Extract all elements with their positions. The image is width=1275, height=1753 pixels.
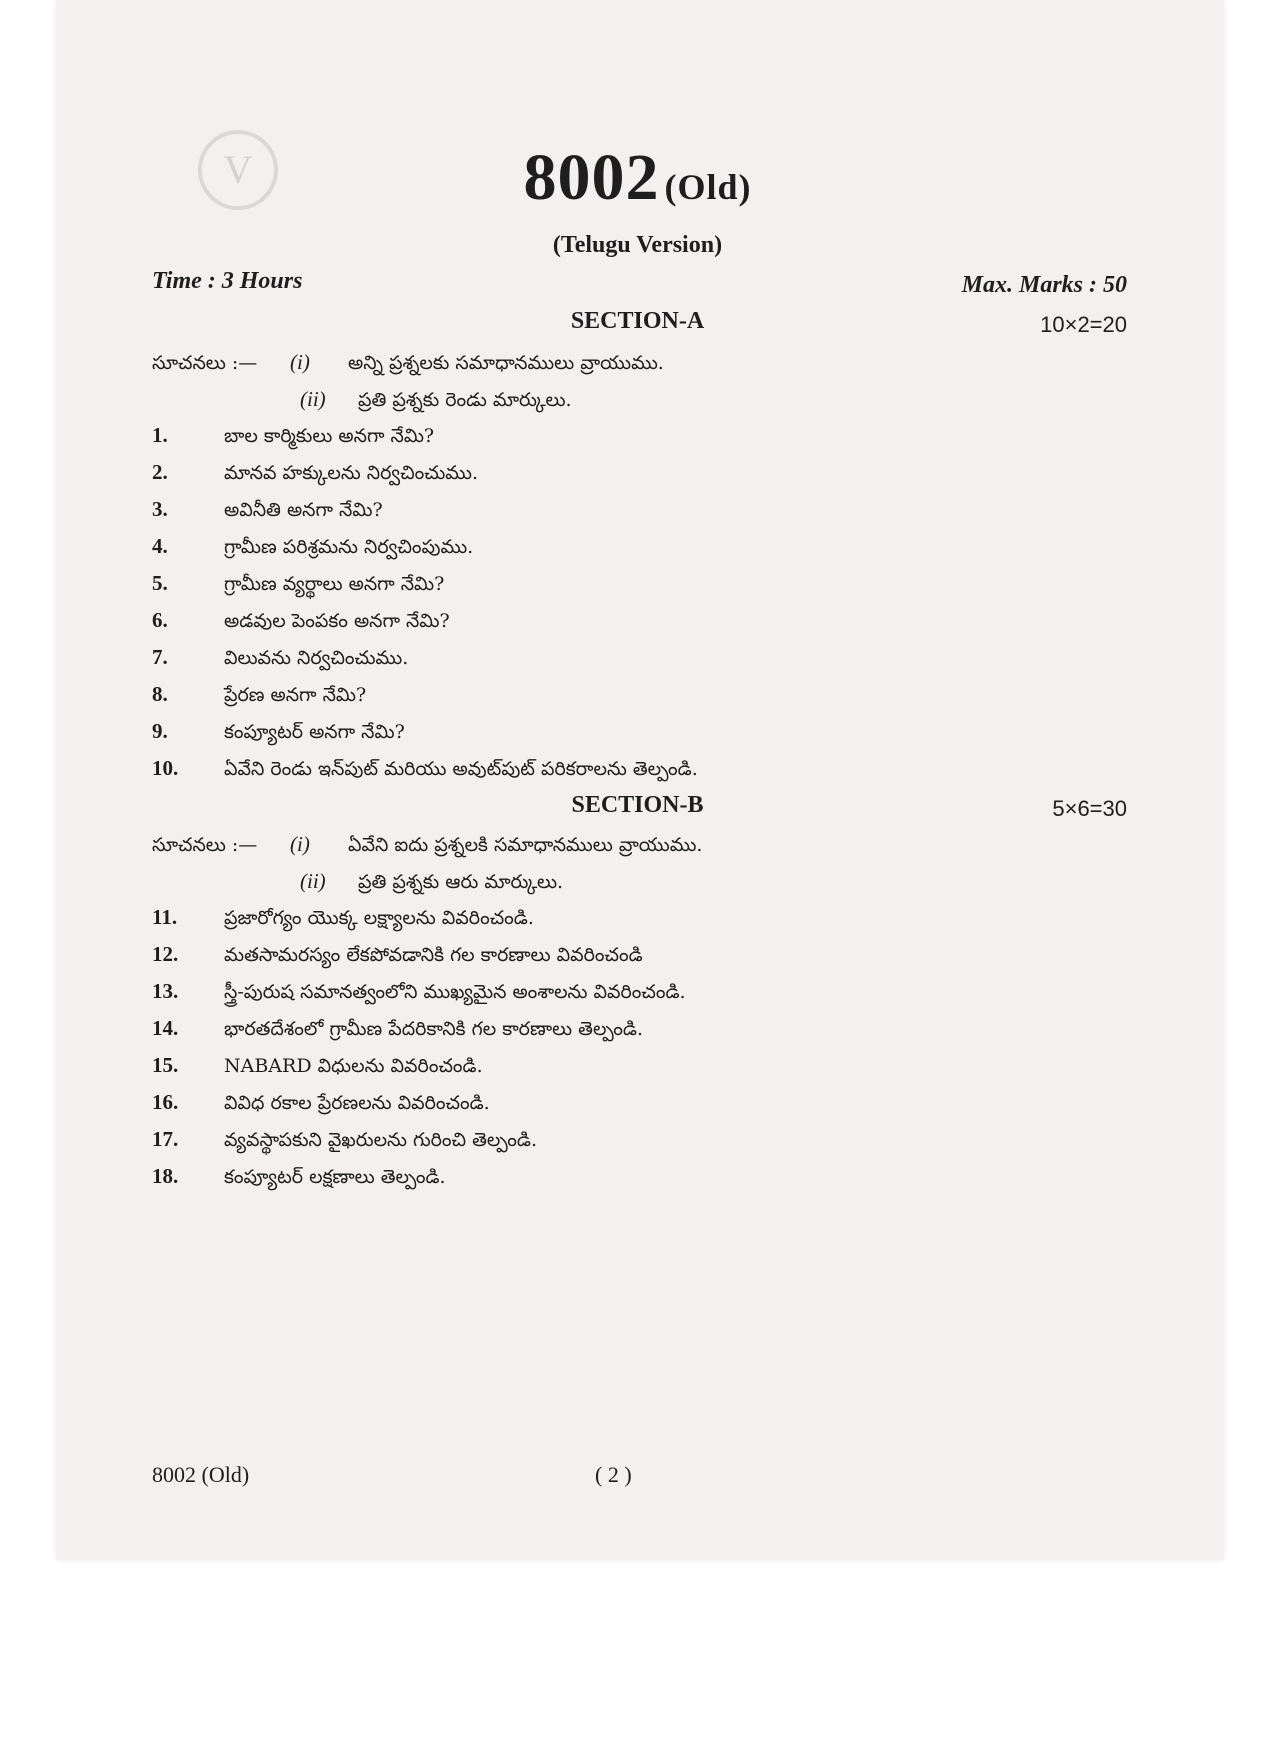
seal-stamp: V xyxy=(198,130,278,210)
question-item xyxy=(152,534,473,563)
question-number: 4. xyxy=(152,534,168,558)
section-a-note-2 xyxy=(300,387,572,416)
question-text: గ్రామీణ పరిశ్రమను నిర్వచింపుము. xyxy=(224,536,474,558)
paper-code: 8002 xyxy=(523,141,660,214)
question-text: మతసామరస్యం లేకపోవడానికి గల కారణాలు వివరించండి xyxy=(224,944,643,966)
footer-paper-code: 8002 (Old) xyxy=(152,1462,250,1487)
question-number: 10. xyxy=(152,756,179,780)
question-text: NABARD విధులను వివరించండి. xyxy=(224,1055,483,1077)
question-number: 1. xyxy=(152,423,168,447)
question-number: 13. xyxy=(152,979,179,1003)
section-b-note-2 xyxy=(300,869,563,898)
question-item xyxy=(152,1164,446,1193)
question-item xyxy=(152,608,450,637)
question-number: 8. xyxy=(152,682,168,706)
question-number: 16. xyxy=(152,1090,179,1114)
question-item xyxy=(152,460,478,489)
question-text: విలువను నిర్వచించుము. xyxy=(224,647,409,669)
note-text: ప్రతి ప్రశ్నకు రెండు మార్కులు. xyxy=(358,389,572,411)
question-item xyxy=(152,905,534,934)
question-text: ప్రజారోగ్యం యొక్క లక్ష్యాలను వివరించండి. xyxy=(224,907,534,929)
section-a-marks: 10×2=20 xyxy=(1040,312,1127,337)
question-text: కంప్యూటర్ లక్షణాలు తెల్పండి. xyxy=(224,1166,446,1188)
question-text: మానవ హక్కులను నిర్వచించుము. xyxy=(224,462,479,484)
question-item xyxy=(152,497,383,526)
section-b-title: SECTION-B xyxy=(571,792,704,818)
question-item xyxy=(152,423,434,452)
question-number: 15. xyxy=(152,1053,179,1077)
section-b-marks: 5×6=30 xyxy=(1052,796,1127,821)
question-number: 9. xyxy=(152,719,168,743)
note-text: ఏవేని ఐదు ప్రశ్నలకి సమాధానములు వ్రాయుము. xyxy=(348,834,703,856)
section-b-note-1 xyxy=(152,832,702,861)
question-text: గ్రామీణ వ్యర్థాలు అనగా నేమి? xyxy=(224,573,445,595)
question-item xyxy=(152,1090,490,1119)
time-label: Time : 3 Hours xyxy=(152,268,303,294)
question-text: స్త్రీ-పురుష సమానత్వంలోని ముఖ్యమైన అంశాలను వివరించండి. xyxy=(224,981,686,1003)
max-marks-label: Max. Marks : 50 xyxy=(961,272,1127,298)
question-text: కంప్యూటర్ అనగా నేమి? xyxy=(224,721,405,743)
question-number: 2. xyxy=(152,460,168,484)
question-number: 17. xyxy=(152,1127,179,1151)
note-roman: (ii) xyxy=(300,387,326,411)
question-text: ఏవేని రెండు ఇన్‌పుట్ మరియు అవుట్‌పుట్ పరికరాలను తెల్పండి. xyxy=(224,758,698,780)
question-text: వివిధ రకాల ప్రేరణలను వివరించండి. xyxy=(224,1092,490,1114)
note-roman: (i) xyxy=(290,832,310,856)
question-item xyxy=(152,682,366,711)
question-item xyxy=(152,756,698,785)
question-number: 12. xyxy=(152,942,179,966)
note-roman: (i) xyxy=(290,350,310,374)
question-number: 7. xyxy=(152,645,168,669)
question-number: 11. xyxy=(152,905,178,929)
question-item xyxy=(152,979,686,1008)
note-label: సూచనలు :— xyxy=(152,834,258,856)
question-text: ప్రేరణ అనగా నేమి? xyxy=(224,684,367,706)
question-text: అవినీతి అనగా నేమి? xyxy=(224,499,383,521)
question-item xyxy=(152,645,408,674)
question-text: భారతదేశంలో గ్రామీణ పేదరికానికి గల కారణాలు తెల్పండి. xyxy=(224,1018,644,1040)
section-a-note-1 xyxy=(152,350,664,379)
question-number: 14. xyxy=(152,1016,179,1040)
question-item xyxy=(152,571,444,600)
note-label: సూచనలు :— xyxy=(152,352,258,374)
version-label: (Telugu Version) xyxy=(552,232,723,258)
question-item xyxy=(152,719,405,748)
note-roman: (ii) xyxy=(300,869,326,893)
page-number: ( 2 ) xyxy=(595,1462,632,1487)
paper-title xyxy=(0,140,1275,216)
question-number: 18. xyxy=(152,1164,179,1188)
question-text: అడవుల పెంపకం అనగా నేమి? xyxy=(224,610,450,632)
question-text: వ్యవస్థాపకుని వైఖరులను గురించి తెల్పండి. xyxy=(224,1129,538,1151)
question-number: 6. xyxy=(152,608,168,632)
question-item xyxy=(152,942,643,971)
question-text: బాల కార్మికులు అనగా నేమి? xyxy=(224,425,435,447)
question-number: 5. xyxy=(152,571,168,595)
note-text: ప్రతి ప్రశ్నకు ఆరు మార్కులు. xyxy=(358,871,564,893)
question-item xyxy=(152,1127,537,1156)
question-number: 3. xyxy=(152,497,168,521)
note-text: అన్ని ప్రశ్నలకు సమాధానములు వ్రాయుము. xyxy=(348,352,664,374)
question-item xyxy=(152,1016,643,1045)
paper-variant: (Old) xyxy=(664,167,752,207)
question-item xyxy=(152,1053,483,1082)
section-a-title: SECTION-A xyxy=(570,308,705,334)
